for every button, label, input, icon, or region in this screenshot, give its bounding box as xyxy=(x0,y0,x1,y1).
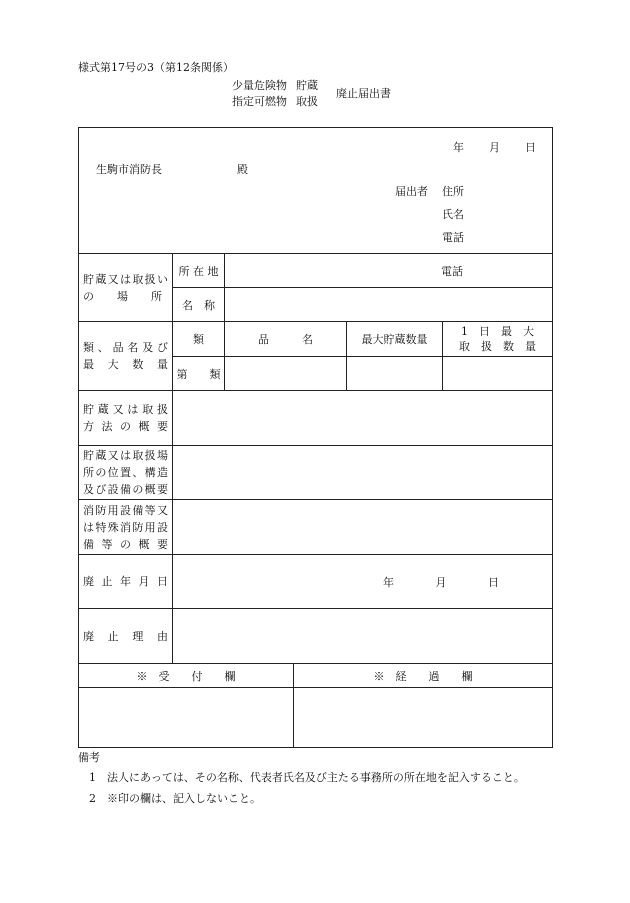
date-day: 日 xyxy=(525,141,536,154)
progress-header: ※ 経 過 欄 xyxy=(294,664,553,688)
col-item-header: 品 名 xyxy=(225,322,347,357)
note-1-number: 1 xyxy=(89,771,96,784)
address-field-label: 所 在 地 xyxy=(173,254,225,288)
header-cell[interactable] xyxy=(79,128,553,254)
abolition-month: 月 xyxy=(435,575,447,589)
document-title: 廃止届出書 xyxy=(336,87,391,100)
abolition-year: 年 xyxy=(383,575,394,589)
facility-field[interactable] xyxy=(173,446,553,500)
name-label: 氏名 xyxy=(442,208,464,221)
title-small-hazmat: 少量危険物 xyxy=(232,79,287,92)
reception-header: ※ 受 付 欄 xyxy=(79,664,294,688)
firefighting-field[interactable] xyxy=(173,500,553,555)
col-max-storage-header: 最大貯蔵数量 xyxy=(347,322,443,357)
quantity-label: 類、品名及び 最 大 数 量 xyxy=(79,322,173,391)
method-field[interactable] xyxy=(173,391,553,446)
class-field[interactable]: 第 類 xyxy=(173,357,225,391)
honorific: 殿 xyxy=(237,163,248,176)
date-year: 年 xyxy=(453,141,464,154)
daily-max-field[interactable] xyxy=(443,357,553,391)
facility-label: 貯蔵又は取扱場 所の位置、構造 及び設備の概要 xyxy=(79,446,173,500)
title-storage: 貯蔵 xyxy=(296,79,318,92)
date-month: 月 xyxy=(489,141,500,154)
address-label: 住所 xyxy=(442,185,464,198)
abolition-reason-field[interactable] xyxy=(173,609,553,664)
note-2: ※印の欄は、記入しないこと。 xyxy=(107,792,261,805)
abolition-date-field[interactable] xyxy=(173,555,553,609)
notification-form-table xyxy=(78,127,553,748)
method-label: 貯蔵又は取扱 方 法 の 概 要 xyxy=(79,391,173,446)
address-field[interactable] xyxy=(225,254,553,288)
submitter-label: 届出者 xyxy=(395,185,428,198)
note-1: 法人にあっては、その名称、代表者氏名及び主たる事務所の所在地を記入すること。 xyxy=(107,771,525,784)
location-label: 貯蔵又は取扱い の 場 所 xyxy=(79,254,173,322)
addressee: 生駒市消防長 xyxy=(96,163,162,176)
notes-heading: 備考 xyxy=(78,751,100,764)
reception-field[interactable] xyxy=(79,688,294,748)
form-number: 様式第17号の3（第12条関係） xyxy=(78,61,234,74)
location-phone-label: 電話 xyxy=(441,264,463,278)
col-class-header: 類 xyxy=(173,322,225,357)
max-storage-field[interactable] xyxy=(347,357,443,391)
col-daily-max-header: 1 日 最 大 取 扱 数 量 xyxy=(443,322,553,357)
note-2-number: 2 xyxy=(89,792,96,805)
name-field[interactable] xyxy=(225,288,553,322)
progress-field[interactable] xyxy=(294,688,553,748)
item-name-field[interactable] xyxy=(225,357,347,391)
phone-label: 電話 xyxy=(442,231,464,244)
abolition-reason-label: 廃 止 理 由 xyxy=(79,609,173,664)
abolition-date-label: 廃止年月日 xyxy=(79,555,173,609)
name-field-label: 名 称 xyxy=(173,288,225,322)
firefighting-label: 消防用設備等又 は特殊消防用設 備 等 の 概 要 xyxy=(79,500,173,555)
title-handling: 取扱 xyxy=(296,95,318,108)
title-designated-combustibles: 指定可燃物 xyxy=(232,95,287,108)
abolition-day: 日 xyxy=(488,575,499,589)
